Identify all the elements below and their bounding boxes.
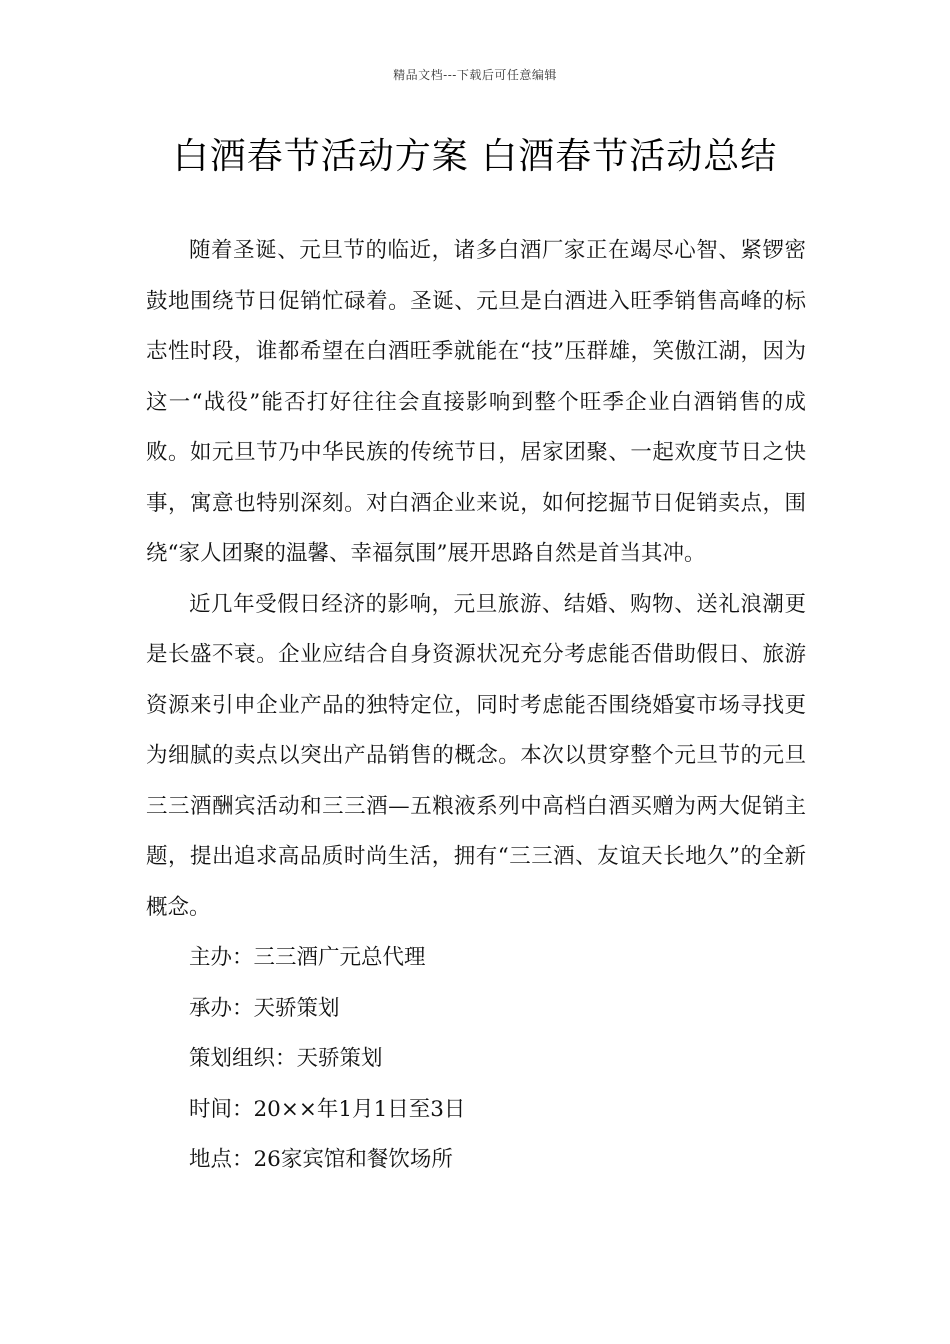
info-time: 时间：20××年1月1日至3日 [189, 1096, 466, 1122]
info-location: 地点：26家宾馆和餐饮场所 [189, 1147, 453, 1172]
info-organizer: 主办：三三酒广元总代理 [189, 945, 426, 970]
document-title: 白酒春节活动方案 白酒春节活动总结 [172, 136, 778, 177]
header-note: 精品文档---下载后可任意编辑 [393, 68, 557, 82]
paragraph-intro: 随着圣诞、元旦节的临近，诸多白酒厂家正在竭尽心智、紧锣密鼓地围绕节日促销忙碌着。圣诞、元旦是白酒进入旺季销售高峰的标志性时段，谁都希望在白酒旺季就能在“技”压群雄，笑傲江湖，因为这一“战役”能否打好往往会直接影响到整个旺季企业白酒销售的成败。如元旦节乃中华民族的传统节日，居家团聚、一起欢度节日之快事，寓意也特别深刻。对白酒企业来说，如何挖掘节日促销卖点，围绕“家人团聚的温馨、幸福氛围”展开思路自然是首当其冲。 [146, 238, 806, 566]
info-planner: 策划组织：天骄策划 [189, 1046, 383, 1071]
document-body [146, 226, 806, 1186]
info-host: 承办：天骄策划 [189, 995, 340, 1021]
paragraph-background: 近几年受假日经济的影响，元旦旅游、结婚、购物、送礼浪潮更是长盛不衰。企业应结合自身资源状况充分考虑能否借助假日、旅游资源来引申企业产品的独特定位，同时考虑能否围绕婚宴市场寻找更为细腻的卖点以突出产品销售的概念。本次以贯穿整个元旦节的元旦三三酒酬宾活动和三三酒—五粮液系列中高档白酒买赠为两大促销主题，提出追求高品质时尚生活，拥有“三三酒、友谊天长地久”的全新概念。 [146, 591, 806, 920]
